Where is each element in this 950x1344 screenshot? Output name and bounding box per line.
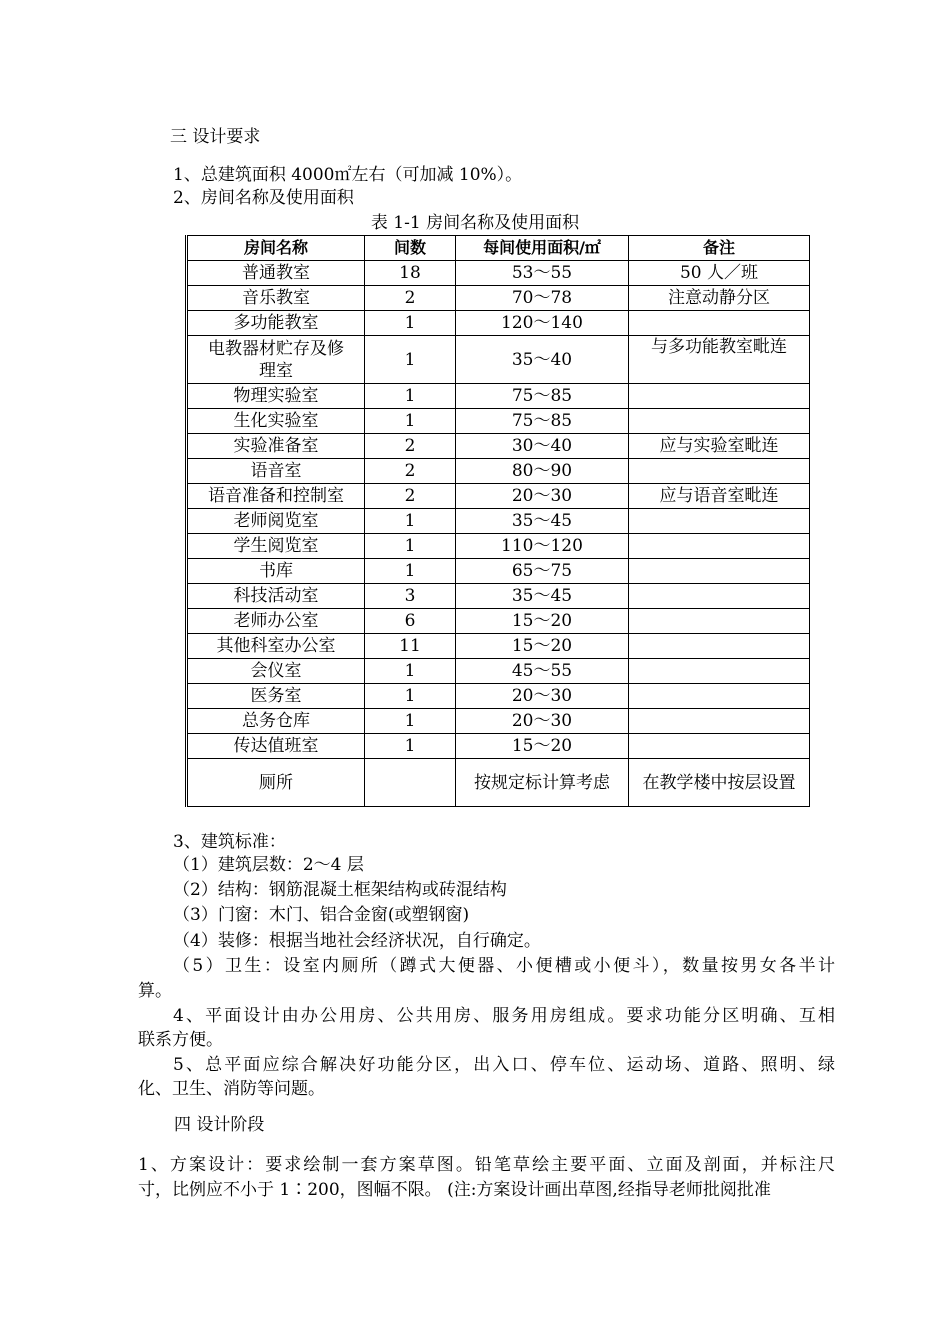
cell-area: 15～20 xyxy=(456,734,629,759)
table-row xyxy=(187,509,810,534)
standard-2: （2）结构：钢筋混凝土框架结构或砖混结构 xyxy=(173,880,507,900)
section4-heading: 四 设计阶段 xyxy=(174,1115,265,1135)
table-row xyxy=(187,634,810,659)
cell-note xyxy=(629,584,810,609)
item-5-line-2: 化、卫生、消防等问题。 xyxy=(138,1079,325,1099)
cell-room-name: 生化实验室 xyxy=(187,409,365,434)
cell-count: 18 xyxy=(365,261,456,286)
cell-room-name: 老师办公室 xyxy=(187,609,365,634)
cell-count: 2 xyxy=(365,484,456,509)
cell-area: 35～45 xyxy=(456,584,629,609)
standard-5-line-1: （5）卫生：设室内厕所（蹲式大便器、小便槽或小便斗），数量按男女各半计 xyxy=(173,956,835,976)
header-area: 每间使用面积/㎡ xyxy=(456,236,629,261)
cell-room-name: 书库 xyxy=(187,559,365,584)
header-note: 备注 xyxy=(629,236,810,261)
table-row xyxy=(187,609,810,634)
stage-1-line-1: 1、方案设计：要求绘制一套方案草图。铅笔草绘主要平面、立面及剖面，并标注尺 xyxy=(138,1155,835,1175)
standards-title: 3、建筑标准： xyxy=(173,832,286,852)
cell-room-name: 老师阅览室 xyxy=(187,509,365,534)
standard-1: （1）建筑层数：2～4 层 xyxy=(173,855,364,875)
table-row xyxy=(187,584,810,609)
item-5-line-1: 5、总平面应综合解决好功能分区，出入口、停车位、运动场、道路、照明、绿 xyxy=(173,1055,835,1075)
cell-area: 35～45 xyxy=(456,509,629,534)
cell-note xyxy=(629,534,810,559)
cell-note xyxy=(629,509,810,534)
requirement-item-2: 2、房间名称及使用面积 xyxy=(173,188,354,208)
cell-count: 1 xyxy=(365,384,456,409)
cell-count: 6 xyxy=(365,609,456,634)
cell-room-name: 科技活动室 xyxy=(187,584,365,609)
section3-heading: 三 设计要求 xyxy=(170,127,261,147)
cell-note xyxy=(629,734,810,759)
cell-note xyxy=(629,384,810,409)
cell-area: 20～30 xyxy=(456,684,629,709)
item-4-line-1: 4、平面设计由办公用房、公共用房、服务用房组成。要求功能分区明确、互相 xyxy=(173,1006,835,1026)
table-row xyxy=(187,384,810,409)
cell-room-name: 语音室 xyxy=(187,459,365,484)
table-row xyxy=(187,409,810,434)
cell-room-name: 电教器材贮存及修理室 xyxy=(187,336,365,384)
cell-room-name: 多功能教室 xyxy=(187,311,365,336)
item-4-line-2: 联系方便。 xyxy=(138,1030,223,1050)
cell-count: 11 xyxy=(365,634,456,659)
cell-area: 30～40 xyxy=(456,434,629,459)
cell-note: 注意动静分区 xyxy=(629,286,810,311)
cell-note xyxy=(629,459,810,484)
header-count: 间数 xyxy=(365,236,456,261)
cell-room-name: 学生阅览室 xyxy=(187,534,365,559)
cell-area: 53～55 xyxy=(456,261,629,286)
table-row xyxy=(187,484,810,509)
table-row xyxy=(187,336,810,384)
table-row xyxy=(187,659,810,684)
cell-note xyxy=(629,609,810,634)
cell-note: 应与实验室毗连 xyxy=(629,434,810,459)
table-row xyxy=(187,534,810,559)
cell-room-name: 语音准备和控制室 xyxy=(187,484,365,509)
cell-count: 1 xyxy=(365,336,456,384)
table-row xyxy=(187,311,810,336)
table-caption: 表 1-1 房间名称及使用面积 xyxy=(370,213,580,233)
cell-count: 1 xyxy=(365,659,456,684)
room-area-table xyxy=(185,235,810,807)
cell-note xyxy=(629,559,810,584)
cell-area: 15～20 xyxy=(456,634,629,659)
cell-area: 35～40 xyxy=(456,336,629,384)
cell-note xyxy=(629,684,810,709)
cell-area: 20～30 xyxy=(456,484,629,509)
cell-count: 1 xyxy=(365,684,456,709)
cell-area: 80～90 xyxy=(456,459,629,484)
table-row xyxy=(187,759,810,807)
cell-count: 2 xyxy=(365,459,456,484)
cell-note xyxy=(629,634,810,659)
cell-note xyxy=(629,709,810,734)
cell-room-name: 物理实验室 xyxy=(187,384,365,409)
table-row xyxy=(187,261,810,286)
cell-room-name: 实验准备室 xyxy=(187,434,365,459)
table-row xyxy=(187,684,810,709)
table-row xyxy=(187,709,810,734)
cell-count: 1 xyxy=(365,534,456,559)
table-header-row xyxy=(187,236,810,261)
cell-count: 1 xyxy=(365,734,456,759)
cell-area: 按规定标计算考虑 xyxy=(456,759,629,807)
table-row xyxy=(187,434,810,459)
cell-room-name: 医务室 xyxy=(187,684,365,709)
cell-count: 1 xyxy=(365,509,456,534)
cell-count xyxy=(365,759,456,807)
cell-room-name: 普通教室 xyxy=(187,261,365,286)
cell-note xyxy=(629,311,810,336)
standard-4: （4）装修：根据当地社会经济状况，自行确定。 xyxy=(173,931,541,951)
cell-count: 2 xyxy=(365,286,456,311)
cell-room-name: 厕所 xyxy=(187,759,365,807)
cell-count: 3 xyxy=(365,584,456,609)
cell-note: 在教学楼中按层设置 xyxy=(629,759,810,807)
cell-note: 与多功能教室毗连 xyxy=(629,336,810,384)
cell-room-name: 会仪室 xyxy=(187,659,365,684)
cell-area: 110～120 xyxy=(456,534,629,559)
table-row xyxy=(187,286,810,311)
cell-note: 50 人／班 xyxy=(629,261,810,286)
stage-1-line-2: 寸，比例应不小于 1∶200，图幅不限。 (注:方案设计画出草图,经指导老师批阅批准 xyxy=(138,1180,771,1200)
cell-count: 1 xyxy=(365,559,456,584)
cell-area: 65～75 xyxy=(456,559,629,584)
cell-area: 75～85 xyxy=(456,409,629,434)
cell-room-name: 传达值班室 xyxy=(187,734,365,759)
cell-room-name: 音乐教室 xyxy=(187,286,365,311)
cell-note xyxy=(629,409,810,434)
header-room-name: 房间名称 xyxy=(187,236,365,261)
standard-3: （3）门窗：木门、铝合金窗(或塑钢窗) xyxy=(173,905,470,925)
cell-area: 75～85 xyxy=(456,384,629,409)
standard-5-line-2: 算。 xyxy=(138,981,172,1001)
cell-room-name: 其他科室办公室 xyxy=(187,634,365,659)
cell-room-name: 总务仓库 xyxy=(187,709,365,734)
cell-count: 1 xyxy=(365,311,456,336)
requirement-item-1: 1、总建筑面积 4000㎡左右（可加减 10%）。 xyxy=(173,165,523,185)
cell-note xyxy=(629,659,810,684)
cell-count: 1 xyxy=(365,409,456,434)
cell-area: 120～140 xyxy=(456,311,629,336)
table-row xyxy=(187,734,810,759)
cell-area: 45～55 xyxy=(456,659,629,684)
table-row xyxy=(187,459,810,484)
table-row xyxy=(187,559,810,584)
cell-note: 应与语音室毗连 xyxy=(629,484,810,509)
cell-count: 2 xyxy=(365,434,456,459)
cell-area: 20～30 xyxy=(456,709,629,734)
cell-area: 15～20 xyxy=(456,609,629,634)
cell-count: 1 xyxy=(365,709,456,734)
cell-area: 70～78 xyxy=(456,286,629,311)
